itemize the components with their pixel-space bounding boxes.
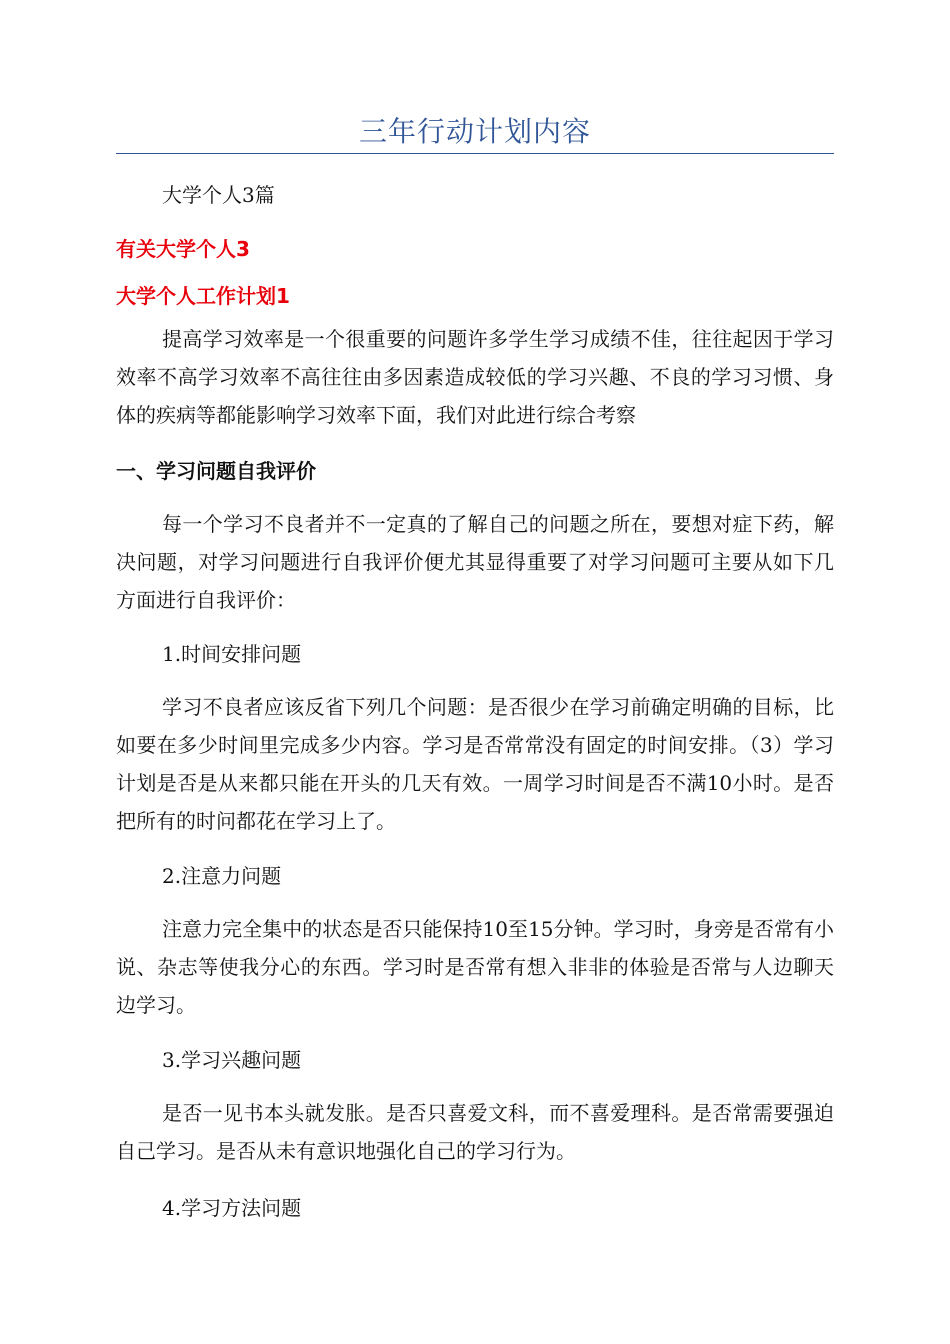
section-1-heading: 一、学习问题自我评价 — [116, 459, 316, 483]
section-1-paragraph: 每一个学习不良者并不一定真的了解自己的问题之所在，要想对症下药，解决问题，对学习问题进行自我评价便尤其显得重要了对学习问题可主要从如下几方面进行自我评价： — [116, 512, 834, 612]
item-1-paragraph: 学习不良者应该反省下列几个问题：是否很少在学习前确定明确的目标，比如要在多少时间里完成多少内容。学习是否常常没有固定的时间安排。（3）学习计划是否是从来都只能在开头的几天有效。一周学习时间是否不满10小时。是否把所有的时问都花在学习上了。 — [116, 695, 834, 833]
red-heading-1: 有关大学个人3 — [116, 237, 250, 261]
red-heading-2: 大学个人工作计划1 — [116, 284, 290, 308]
intro-paragraph: 提高学习效率是一个很重要的问题许多学生学习成绩不佳，往往起因于学习效率不高学习效率不高往往由多因素造成较低的学习兴趣、不良的学习习惯、身体的疾病等都能影响学习效率下面，我们对此进行综合考察 — [116, 327, 834, 427]
item-3-paragraph: 是否一见书本头就发胀。是否只喜爱文科，而不喜爱理科。是否常需要强迫自己学习。是否从未有意识地强化自己的学习行为。 — [116, 1101, 834, 1163]
subtitle: 大学个人3篇 — [162, 183, 275, 207]
title-underline — [116, 153, 834, 154]
page-title: 三年行动计划内容 — [358, 115, 591, 148]
item-3-title: 3.学习兴趣问题 — [162, 1048, 302, 1072]
item-1-title: 1.时间安排问题 — [162, 642, 302, 666]
item-2-paragraph: 注意力完全集中的状态是否只能保持10至15分钟。学习时，身旁是否常有小说、杂志等使我分心的东西。学习时是否常有想入非非的体验是否常与人边聊天边学习。 — [116, 917, 834, 1017]
item-4-title: 4.学习方法问题 — [162, 1196, 302, 1220]
item-2-title: 2.注意力问题 — [162, 864, 282, 888]
